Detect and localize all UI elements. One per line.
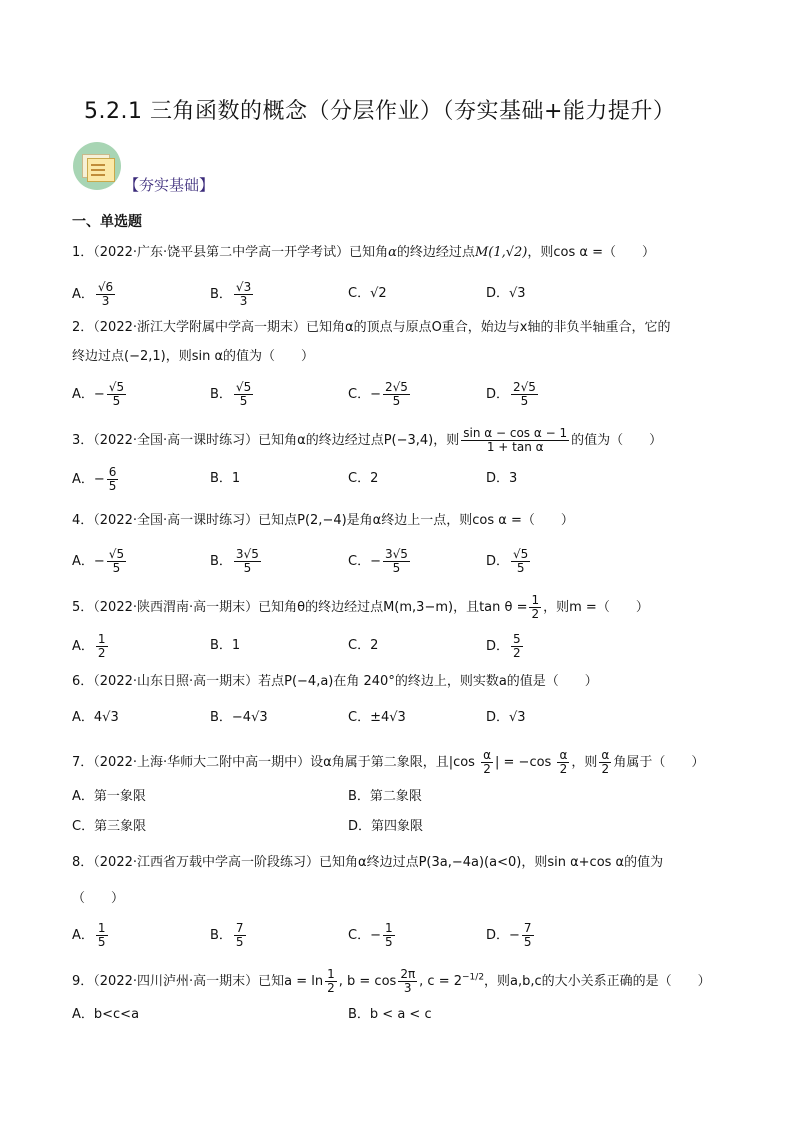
option-c: C．2 <box>348 471 379 486</box>
option-d: D． $\frac{√5}{5}$ <box>486 547 529 575</box>
question-3: 3．（2022·全国·高一课时练习）已知角α的终边经过点P(−3,4)，则 $\frac{\text{sin α − cos α − 1}}{\text{1 + tan α}}$ 的值为（ ） <box>72 426 663 454</box>
option-a: A．b<c<a <box>72 1007 140 1022</box>
option-d: D．3 <box>486 471 518 486</box>
option-d: D．√3 <box>486 286 526 301</box>
option-c: C．− $\frac{1}{5}$ <box>348 921 393 949</box>
section-label: 【夯实基础】 <box>124 176 215 194</box>
option-b: B．1 <box>210 471 241 486</box>
option-b: B．1 <box>210 638 241 653</box>
option-d: D．第四象限 <box>348 819 424 834</box>
question-8: 8．（2022·江西省万载中学高一阶段练习）已知角α终边过点P(3a,−4a)(a<0)，则sin α+cos α的值为 <box>72 855 664 870</box>
option-a: A． $\frac{1}{5}$ <box>72 921 106 949</box>
option-d: D．− $\frac{7}{5}$ <box>486 921 532 949</box>
question-text: （2022·广东·饶平县第二中学高一开学考试）已知角 <box>93 245 389 260</box>
question-2-line2: 终边过点(−2,1)，则sin α的值为（ ） <box>72 349 315 364</box>
option-b: B． $\frac{√5}{5}$ <box>210 380 252 408</box>
worksheet-icon <box>73 142 121 190</box>
option-a: A． $\frac{√6}{3}$ <box>72 280 114 308</box>
question-7: 7．（2022·上海·华师大二附中高一期中）设α角属于第二象限，且|cos $\frac{\alpha}{2}$ | = −cos $\frac{\alpha}{2}$ ，则 $\frac{\alpha}{2}$ 角属于（ ） <box>72 748 705 776</box>
option-c: C．√2 <box>348 286 387 301</box>
option-c: C．− $\frac{3√5}{5}$ <box>348 547 408 575</box>
page-title: 5.2.1 三角函数的概念（分层作业）（夯实基础+能力提升） <box>84 99 676 124</box>
option-b: B． $\frac{3√5}{5}$ <box>210 547 259 575</box>
question-2: 2．（2022·浙江大学附属中学高一期末）已知角α的顶点与原点O重合，始边与x轴的非负半轴重合，它的 <box>72 320 671 335</box>
option-c: C．− $\frac{2√5}{5}$ <box>348 380 408 408</box>
option-b: B． $\frac{√3}{3}$ <box>210 280 252 308</box>
option-a: A．− $\frac{√5}{5}$ <box>72 547 125 575</box>
option-a: A．4√3 <box>72 710 119 725</box>
option-b: B．第二象限 <box>348 789 422 804</box>
option-c: C．第三象限 <box>72 819 147 834</box>
option-c: C．±4√3 <box>348 710 406 725</box>
option-c: C．2 <box>348 638 379 653</box>
option-d: D． $\frac{2√5}{5}$ <box>486 380 536 408</box>
option-a: A．第一象限 <box>72 789 146 804</box>
question-9: 9．（2022·四川泸州·高一期末）已知a = ln $\frac{1}{2}$ , b = cos $\frac{2\pi}{3}$ , $c = 2^{-1/2}$，则a,b,c的大小关系正确的是（ ） <box>72 967 711 995</box>
question-1: 1．（2022·广东·饶平县第二中学高一开学考试）已知角α的终边经过点M(1,√2)，则cos α =（ ） <box>72 245 655 260</box>
option-a: A． $\frac{1}{2}$ <box>72 632 106 660</box>
option-d: D．√3 <box>486 710 526 725</box>
question-8-line2: （ ） <box>72 891 125 906</box>
option-b: B． $\frac{7}{5}$ <box>210 921 244 949</box>
question-4: 4．（2022·全国·高一课时练习）已知点P(2,−4)是角α终边上一点，则cos α =（ ） <box>72 513 574 528</box>
question-5: 5．（2022·陕西渭南·高一期末）已知角θ的终边经过点M(m,3−m)，且tan θ = $\frac{1}{2}$ ，则m =（ ） <box>72 593 649 621</box>
option-a: A．− $\frac{6}{5}$ <box>72 465 117 493</box>
question-6: 6．（2022·山东日照·高一期末）若点P(−4,a)在角 240°的终边上，则实数a的值是（ ） <box>72 674 598 689</box>
option-b: B．−4√3 <box>210 710 268 725</box>
option-a: A．− $\frac{√5}{5}$ <box>72 380 125 408</box>
question-number: 1． <box>72 245 94 260</box>
option-d: D． $\frac{5}{2}$ <box>486 632 521 660</box>
option-b: B．b < a < c <box>348 1007 432 1022</box>
section-heading: 一、单选题 <box>72 214 142 230</box>
